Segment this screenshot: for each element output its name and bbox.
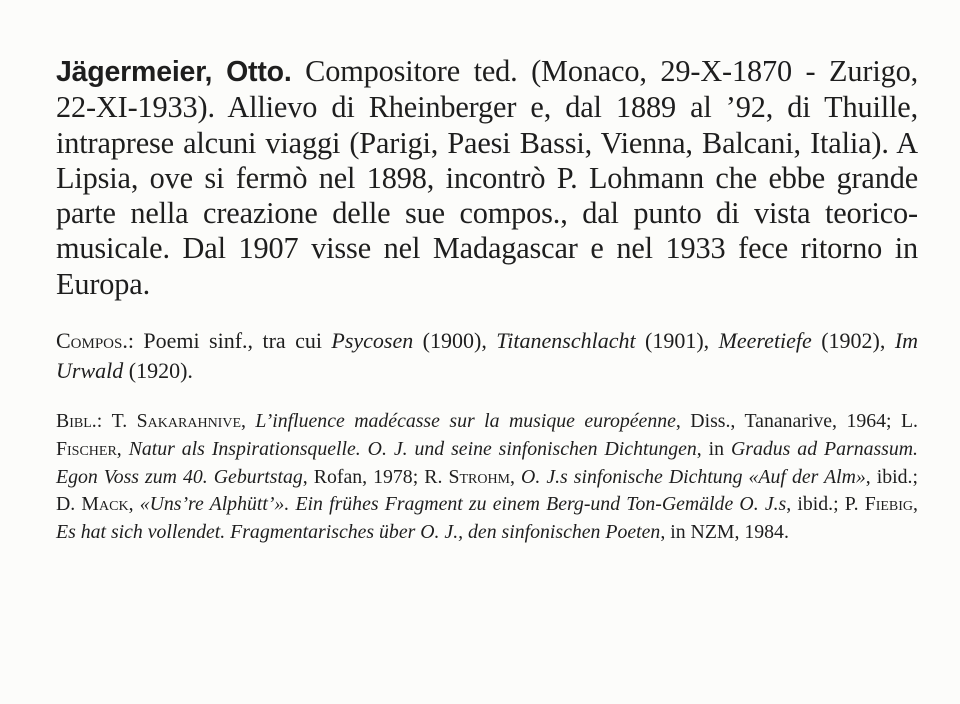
bibliography-author: L. Fischer (56, 410, 918, 460)
dictionary-entry (56, 54, 918, 547)
bleed-through-top (0, 0, 960, 26)
bibliography-text: , (913, 493, 918, 516)
compositions-text: Poemi sinf., tra cui (133, 328, 332, 354)
bibliography-text: , ibid.; (786, 493, 845, 516)
compositions-text: (1900), (413, 328, 497, 354)
entry-main-paragraph (56, 54, 918, 302)
compositions-text: (1920). (123, 358, 193, 384)
bibliography-title: «Uns’re Alphütt’». Ein frühes Fragment zu einem Berg-und Ton-Gemälde O. J.s (139, 493, 787, 516)
bibliography-author: D. Mack (56, 493, 129, 516)
entry-headword: Jägermeier, Otto. (56, 56, 292, 88)
bibliography-author: P. Fiebig (844, 493, 914, 516)
compositions-label: Compos.: (56, 328, 134, 354)
bibliography-title: Es hat sich vollendet. Fragmentarisches über O. J., den sinfonischen Poeten (56, 521, 661, 544)
bibliography-text: , (241, 410, 256, 433)
bibliography-title: O. J.s sinfonische Dichtung «Auf der Alm» (521, 465, 866, 488)
bleed-through-bottom (0, 680, 960, 704)
bibliography-text: , in (696, 437, 732, 460)
bibliography-text: , Diss., Tananarive, 1964; (675, 410, 901, 433)
bibliography-text: , (116, 437, 129, 460)
work-title: Psycosen (331, 328, 414, 354)
bibliography-title: Gradus ad Parnassum. Egon Voss zum 40. Geburtstag (56, 437, 918, 488)
bibliography-text: , ibid.; (865, 465, 918, 488)
compositions-paragraph (56, 326, 918, 386)
bibliography-text: , (510, 465, 522, 488)
work-title: Titanenschlacht (496, 328, 636, 354)
compositions-text: (1902), (811, 328, 895, 354)
work-title: Meeretiefe (718, 328, 812, 354)
bibliography-paragraph (56, 408, 918, 547)
work-title: Im Urwald (56, 328, 919, 384)
entry-body-text: Compositore ted. (Monaco, 29-X-1870 - Zurigo, 22-XI-1933). Allievo di Rheinberger e, dal 1889 al ’92, di Thuille, intraprese alcuni viaggi (Parigi, Paesi Bassi, Vienna, Balcani, Italia). A Lipsia, ove si fermò nel 1898, incontrò P. Lohmann che ebbe grande parte nella creazione delle sue compos., dal punto di vista teorico-musicale. Dal 1907 visse nel Madagascar e nel 1933 fece ritorno in Europa. (56, 54, 919, 301)
bibliography-label: Bibl.: (56, 410, 103, 433)
bibliography-author: R. Strohm (424, 465, 511, 488)
bibliography-title: L’influence madécasse sur la musique européenne (255, 410, 676, 433)
bibliography-text: , Rofan, 1978; (302, 465, 425, 488)
bibliography-text: , (128, 493, 140, 516)
bibliography-title: Natur als Inspirationsquelle. O. J. und seine sinfonischen Dichtungen (128, 437, 697, 460)
compositions-text: (1901), (635, 328, 719, 354)
bibliography-text: , in NZM, 1984. (660, 521, 789, 544)
bibliography-author: T. Sakarahnive (111, 410, 241, 433)
